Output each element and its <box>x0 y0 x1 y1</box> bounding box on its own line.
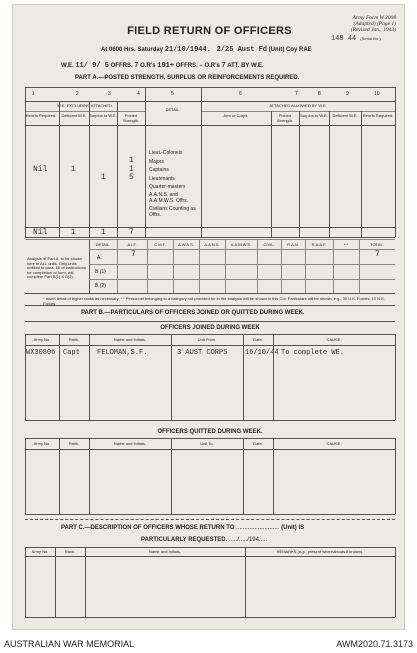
footer-right: AWM2020.71.3173 <box>336 639 413 649</box>
joined-name: FELDMAN,S.F. <box>97 349 148 357</box>
quitted-heading: OFFICERS QUITTED DURING WEEK. <box>157 429 263 435</box>
total-row-nil: Nil <box>33 228 48 237</box>
footer-left: AUSTRALIAN WAR MEMORIAL <box>4 639 135 649</box>
row-nil: Nil <box>33 165 48 174</box>
form-sheet: Army Form W.3008 (Adapted) (Page 1) (Revised Jan., 1943) FIELD RETURN OF OFFICERS 148 44 (Serial No.) At 0600 Hrs. Saturday 21/10/1944. 2/25 Aust Fd (Unit) Coy RAE W.E. 11/ 9/ 5 OFFRS. 7 O.R's 191+ OFFRS. – O.R's 7 ATT. BY W.E. PART A.—POSTED STRENGTH, SURPLUS OR REINFORCEMENTS REQUIRED. 1 2 3 4 5 6 7 8 9 10 W.E. EXCLUDING ATTACHED. ATTACHED ALLOWED BY W.E. Rein'ts Required. Deficient W.E. Surplus to W.E. Posted Strength. DETAIL. Arm or Corps. Posted Strength. Surplus to W.E. Deficient W.E. Rein'ts Required. Lieut.-Colonels Majors Captains Lieutenants Quarter-masters A.A.N.S. and A.A.M.W.S. Offrs. Civilians Counting as Offrs. Nil 1 1 1 1 5 Nil 1 1 7 Analysis of Part A. to be shown here in ALL units. Only units entitled to para. 10 of instructions for completion of form, will complete Part B(1) & B(2). DETAIL. A.I.F. C.M.F. A.W.A.S. A.A.N.S. A.A.M.W.S. CIVIL. R.A.N. R.A.A.F. * * TOTAL. A. B.(1) B.(2) 7 7 * Insert detail of higher ranks as necessary. * * Personnel belonging to a category not provided for in the analysis will be shown in this Col. Particulars will be shown, e.g., 30 U.K. Forces; 10 N.E. Forces. PART B.—PARTICULARS OF OFFICERS JOINED OR QUITTED DURING WEEK. OFFICERS JOINED DURING WEEK Army No. Rank. Name and Initials. Unit From. Date. CAUSE. WX30806 Capt FELDMAN,S.F. 3 AUST CORPS 16/10/44 To complete WE. OFFICERS QUITTED DURING WEEK. Army No. Rank. Name and Initials. Unit To. Date. CAUSE. PART C.—DESCRIPTION OF OFFICERS WHOSE RETURN TO .......................... (Unit) IS PARTICULARLY REQUESTED. ...../...../194..... Army No. Rank. Name and Initials. REMARKS (e.g., present whereabouts if known). <box>12 4 405 630</box>
total-posted: 7 <box>129 228 134 237</box>
part-b-heading: PART B.—PARTICULARS OF OFFICERS JOINED OR QUITTED DURING WEEK. <box>81 310 305 316</box>
joined-rank: Capt <box>63 349 80 357</box>
posted-strength-values: 1 1 5 <box>129 156 134 182</box>
form-title: FIELD RETURN OF OFFICERS <box>127 25 292 37</box>
group-attached: ATTACHED ALLOWED BY W.E. <box>269 103 327 108</box>
surplus-value: 1 <box>101 173 106 182</box>
part-c-heading: PART C.—DESCRIPTION OF OFFICERS WHOSE RETURN TO .......................... (Unit) IS <box>61 525 305 531</box>
deficient-value: 1 <box>71 165 76 174</box>
analysis-row-b1: B.(1) <box>95 269 106 275</box>
analysis-total-value: 7 <box>375 250 380 259</box>
serial-number: 148 44 (Serial No.) <box>331 35 381 43</box>
joined-date: 16/10/44 <box>245 349 279 357</box>
total-deficient: 1 <box>71 228 76 237</box>
analysis-note: Analysis of Part A. to be shown here in ALL units. Only units entitled to para. 10 of instructions for completion of form, will complete Part B(1) & B(2). <box>27 256 86 280</box>
army-form-label: Army Form W.3008 (Adapted) (Page 1) (Revised Jan., 1943) <box>350 15 396 33</box>
group-we: W.E. EXCLUDING ATTACHED. <box>57 103 113 108</box>
at-line: At 0600 Hrs. Saturday 21/10/1944. 2/25 Aust Fd (Unit) Coy RAE <box>101 46 312 54</box>
part-c-heading-2: PARTICULARLY REQUESTED. ...../...../194..... <box>141 537 268 543</box>
total-surplus: 1 <box>101 228 106 237</box>
analysis-row-a: A. <box>97 255 102 261</box>
footnote: * Insert detail of higher ranks as necessary. * * Personnel belonging to a category not provided for in the analysis will be shown in this Col. Particulars will be shown, e.g., 30 U.K. Forces; 10 N.E. Forces. <box>43 296 385 306</box>
joined-unit: 3 AUST CORPS <box>177 349 228 357</box>
joined-cause: To complete WE. <box>281 349 345 357</box>
joined-army-no: WX30806 <box>26 349 56 357</box>
we-line: W.E. 11/ 9/ 5 OFFRS. 7 O.R's 191+ OFFRS. – O.R's 7 ATT. BY W.E. <box>61 62 264 70</box>
ranks-list: Lieut.-Colonels Majors Captains Lieutenants Quarter-masters A.A.N.S. and A.A.M.W.S. Offrs. Civilians Counting as Offrs. <box>149 150 196 218</box>
part-a-heading: PART A.—POSTED STRENGTH, SURPLUS OR REINFORCEMENTS REQUIRED. <box>75 75 300 81</box>
joined-heading: OFFICERS JOINED DURING WEEK <box>160 325 260 331</box>
analysis-aif-value: 7 <box>131 250 136 259</box>
analysis-row-b2: B.(2) <box>95 283 106 289</box>
